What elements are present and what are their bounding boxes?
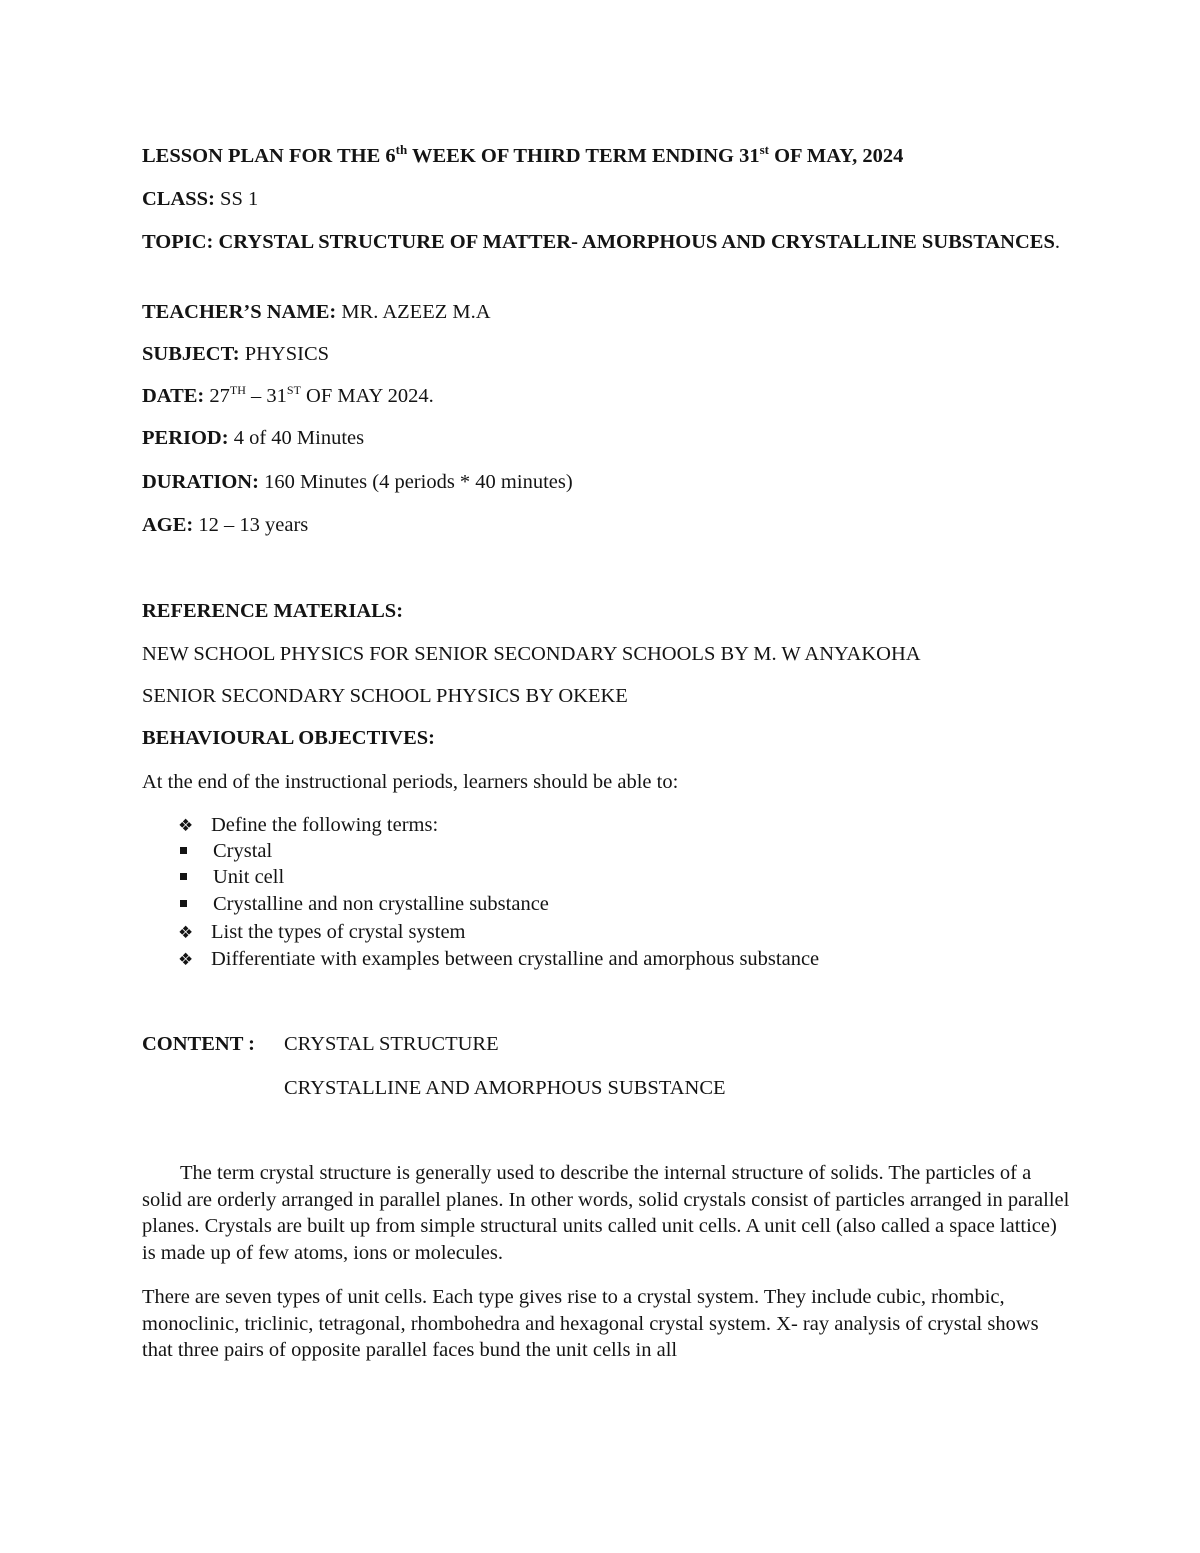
diamond-bullet-icon: ❖ [178,950,194,970]
reference-item: NEW SCHOOL PHYSICS FOR SENIOR SECONDARY SCHOOLS BY M. W ANYAKOHA [142,643,921,665]
list-item: ❖ Differentiate with examples between crystalline and amorphous substance [178,948,820,970]
lesson-plan-title: LESSON PLAN FOR THE 6th WEEK OF THIRD TERM ENDING 31st OF MAY, 2024 [142,142,904,167]
content-label: CONTENT : [142,1033,255,1055]
duration-field: DURATION: 160 Minutes (4 periods * 40 minutes) [142,471,573,493]
period-field: PERIOD: 4 of 40 Minutes [142,427,365,449]
square-bullet-icon [180,873,187,880]
diamond-bullet-icon: ❖ [178,816,194,836]
list-item: Crystal [178,839,272,864]
topic-field: TOPIC: CRYSTAL STRUCTURE OF MATTER- AMORPHOUS AND CRYSTALLINE SUBSTANCES. [142,231,1060,253]
list-item: ❖ List the types of crystal system [178,921,466,943]
diamond-bullet-icon: ❖ [178,923,194,943]
behavioural-objectives-heading: BEHAVIOURAL OBJECTIVES: [142,727,435,749]
content-paragraph-1: The term crystal structure is generally used to describe the internal structure of solids. The particles of a solid are orderly arranged in parallel planes. In other words, solid crystals consist of particles arranged in parallel planes. Crystals are built up from simple structural units called unit cells. A unit cell (also called a space lattice) is made up of few atoms, ions or molecules. [142,1162,1070,1264]
content-topic-1: CRYSTAL STRUCTURE [284,1033,499,1055]
square-bullet-icon [180,847,187,854]
reference-materials-heading: REFERENCE MATERIALS: [142,600,404,622]
list-item: Crystalline and non crystalline substance [178,892,549,917]
list-item: ❖ Define the following terms: [178,814,439,836]
subject-field: SUBJECT: PHYSICS [142,343,330,365]
reference-item: SENIOR SECONDARY SCHOOL PHYSICS BY OKEKE [142,685,628,707]
square-bullet-icon [180,900,187,907]
content-paragraph-2: There are seven types of unit cells. Each type gives rise to a crystal system. They include cubic, rhombic, monoclinic, triclinic, tetragonal, rhombohedra and hexagonal crystal system. X- ray analysis of crystal shows that three pairs of opposite parallel faces bund the unit cells in all [142,1286,1039,1361]
date-field: DATE: 27TH – 31ST OF MAY 2024. [142,383,434,407]
list-item: Unit cell [178,865,284,890]
content-topic-2: CRYSTALLINE AND AMORPHOUS SUBSTANCE [284,1077,726,1099]
objectives-intro: At the end of the instructional periods, learners should be able to: [142,771,679,793]
class-field: CLASS: SS 1 [142,188,259,210]
teacher-name-field: TEACHER’S NAME: MR. AZEEZ M.A [142,301,491,323]
age-field: AGE: 12 – 13 years [142,514,309,536]
